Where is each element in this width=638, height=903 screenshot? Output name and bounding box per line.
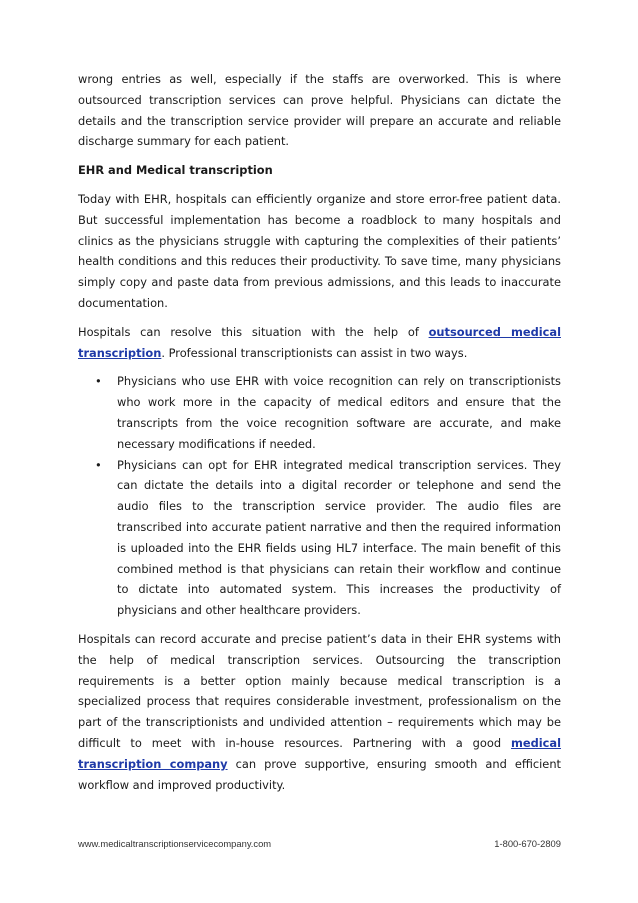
bullet-text: Physicians who use EHR with voice recognition can rely on transcriptionists who work more in the capacity of medical editors and ensure that the transcripts from the voice recognition software are accurate, and make necessary modifications if needed. <box>117 374 561 451</box>
intro-paragraph: wrong entries as well, especially if the staffs are overworked. This is where outsourced transcription services can prove helpful. Physicians can dictate the details and the transcription service provider will prepare an accurate and reliable discharge summary for each patient. <box>78 72 561 149</box>
bullet-list <box>78 371 561 621</box>
list-item <box>78 371 561 454</box>
bullet-text: Physicians can opt for EHR integrated medical transcription services. They can dictate the details into a digital recorder or telephone and send the audio files to the transcription service provider. The audio files are transcribed into accurate patient narrative and then the required information is uploaded into the EHR fields using HL7 interface. The main benefit of this combined method is that physicians can retain their workflow and continue to dictate into automated system. This increases the productivity of physicians and other healthcare providers. <box>117 457 561 618</box>
resolve-text-after: . Professional transcriptionists can assist in two ways. <box>161 345 468 360</box>
final-text-after: can prove supportive, ensuring smooth and efficient workflow and improved productivity. <box>78 756 561 792</box>
footer-phone: 1-800-670-2809 <box>494 838 561 849</box>
list-item <box>78 455 561 621</box>
document-body <box>78 69 561 795</box>
bullet-icon: • <box>95 457 102 472</box>
final-paragraph <box>78 629 561 795</box>
footer-website: www.medicaltranscriptionservicecompany.com <box>78 838 272 849</box>
resolve-paragraph <box>78 322 561 364</box>
ehr-paragraph: Today with EHR, hospitals can efficiently organize and store error-free patient data. But successful implementation has become a roadblock to many hospitals and clinics as the physicians struggle with capturing the complexities of their patients’ health conditions and this reduces their productivity. To save time, many physicians simply copy and paste data from previous admissions, and this leads to inaccurate documentation. <box>78 191 561 310</box>
bullet-icon: • <box>95 374 102 389</box>
section-heading: EHR and Medical transcription <box>78 163 273 178</box>
resolve-text-before: Hospitals can resolve this situation with the help of <box>78 324 429 339</box>
final-text-before: Hospitals can record accurate and precise patient’s data in their EHR systems with the help of medical transcription services. Outsourcing the transcription requirements is a better option mainly because medical transcription is a specialized process that requires considerable investment, professionalism on the part of the transcriptionists and undivided attention – requirements which may be difficult to meet with in-house resources. Partnering with a good <box>78 631 561 750</box>
outsourced-medical-transcription-link[interactable]: outsourced medical transcription <box>78 324 561 360</box>
medical-transcription-company-link[interactable]: medical transcription company <box>78 735 561 771</box>
